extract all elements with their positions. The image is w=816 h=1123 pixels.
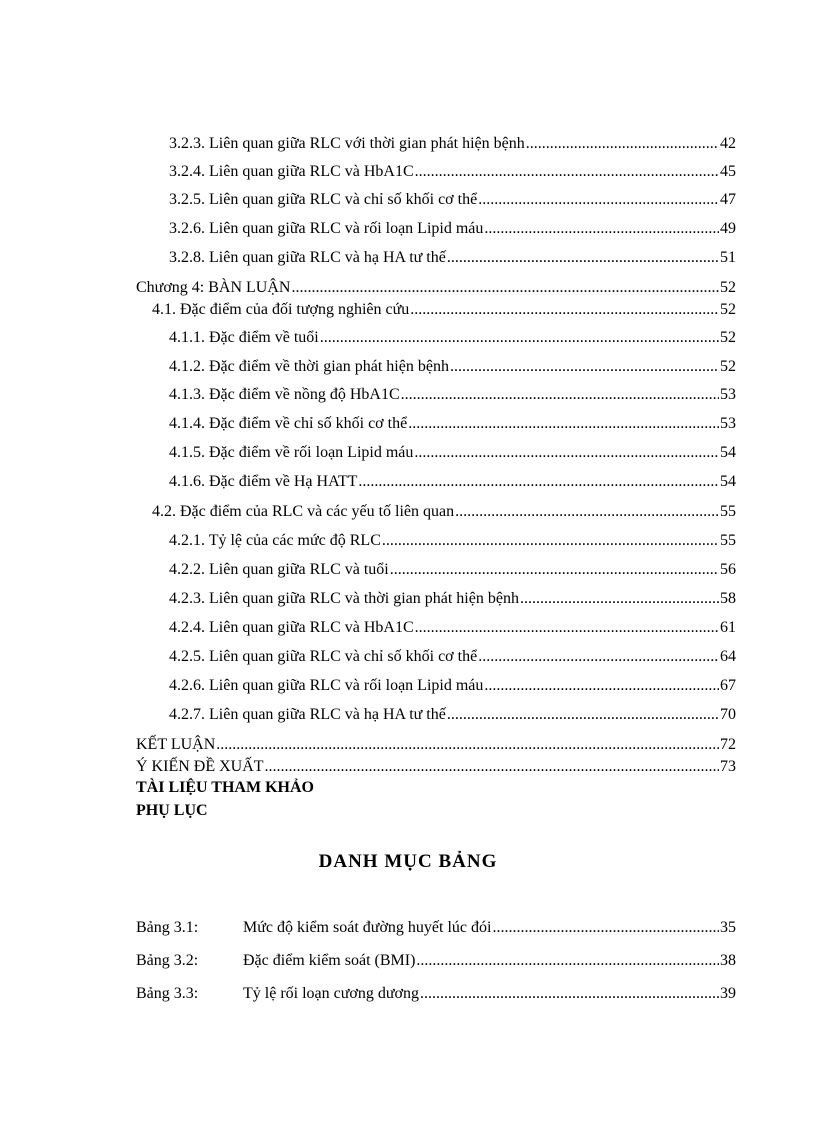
- toc-entry-text: 3.2.3. Liên quan giữa RLC với thời gian phát hiện bệnh: [169, 135, 525, 152]
- toc-entry-text: KẾT LUẬN: [136, 736, 216, 753]
- toc-entry-page: 54: [720, 473, 736, 490]
- toc-entry[interactable]: [169, 385, 736, 407]
- dot-leader: [484, 219, 719, 239]
- tables-list-title: DANH MỤC BẢNG: [318, 851, 498, 872]
- dot-leader: [526, 134, 719, 154]
- toc-entry-page: 58: [720, 590, 736, 607]
- dot-leader: [320, 328, 719, 348]
- dot-leader: [520, 589, 719, 609]
- toc-entry-page: 55: [720, 532, 736, 549]
- dot-leader: [478, 647, 719, 667]
- dot-leader: [478, 190, 719, 210]
- toc-entry-page: 56: [720, 561, 736, 578]
- dot-leader: [414, 443, 719, 463]
- toc-entry-page: 52: [720, 301, 736, 318]
- table-entry-page: 39: [720, 985, 736, 1002]
- toc-entry-text: 4.2. Đặc điểm của RLC và các yếu tố liên quan: [152, 503, 455, 520]
- dot-leader: [415, 618, 719, 638]
- toc-chapter[interactable]: [136, 735, 736, 757]
- toc-section[interactable]: [152, 300, 736, 322]
- toc-entry-text: 4.2.4. Liên quan giữa RLC và HbA1C: [169, 619, 414, 636]
- toc-entry-text: 4.2.2. Liên quan giữa RLC và tuổi: [169, 561, 389, 578]
- toc-entry-text: 4.1.3. Đặc điểm về nồng độ HbA1C: [169, 386, 400, 403]
- toc-entry[interactable]: [169, 134, 736, 156]
- toc-entry-text: 4.1.6. Đặc điểm về Hạ HATT: [169, 473, 358, 490]
- dot-leader: [216, 735, 719, 755]
- toc-entry[interactable]: [169, 328, 736, 350]
- toc-entry[interactable]: [169, 676, 736, 698]
- toc-entry-page: 53: [720, 386, 736, 403]
- toc-section[interactable]: [152, 502, 736, 524]
- toc-entry-page: 61: [720, 619, 736, 636]
- toc-chapter[interactable]: [136, 757, 736, 779]
- appendix-heading[interactable]: PHỤ LỤC: [136, 802, 208, 819]
- dot-leader: [410, 300, 719, 320]
- toc-entry[interactable]: [169, 647, 736, 669]
- toc-chapter[interactable]: [136, 278, 736, 300]
- dot-leader: [484, 676, 719, 696]
- table-entry-page: 38: [720, 952, 736, 969]
- toc-entry[interactable]: [169, 560, 736, 582]
- toc-entry-text: 4.1.5. Đặc điểm về rối loạn Lipid máu: [169, 444, 414, 461]
- dot-leader: [390, 560, 719, 580]
- dot-leader: [420, 984, 719, 1004]
- toc-entry-text: 3.2.4. Liên quan giữa RLC và HbA1C: [169, 163, 414, 180]
- toc-entry-text: 4.2.7. Liên quan giữa RLC và hạ HA tư thế: [169, 706, 446, 723]
- dot-leader: [416, 951, 719, 971]
- toc-entry-page: 70: [720, 706, 736, 723]
- toc-entry-page: 51: [720, 249, 736, 266]
- dot-leader: [358, 472, 719, 492]
- toc-entry[interactable]: [169, 248, 736, 270]
- toc-entry[interactable]: [169, 618, 736, 640]
- table-entry-label: Bảng 3.3:: [136, 985, 199, 1002]
- toc-entry[interactable]: [169, 705, 736, 727]
- references-heading[interactable]: TÀI LIỆU THAM KHẢO: [136, 779, 314, 796]
- toc-entry-page: 64: [720, 648, 736, 665]
- table-entry-text: Tỷ lệ rối loạn cương dương: [243, 985, 420, 1002]
- toc-entry-text: 4.1.2. Đặc điểm về thời gian phát hiện bệnh: [169, 358, 449, 375]
- table-entry-text: Mức độ kiểm soát đường huyết lúc đói: [243, 919, 492, 936]
- toc-entry-text: 4.2.5. Liên quan giữa RLC và chỉ số khối cơ thể: [169, 648, 478, 665]
- toc-entry-text: 4.1.1. Đặc điểm về tuổi: [169, 329, 319, 346]
- toc-entry-page: 42: [720, 135, 736, 152]
- table-entry-page: 35: [720, 919, 736, 936]
- toc-entry-text: 4.2.3. Liên quan giữa RLC và thời gian phát hiện bệnh: [169, 590, 519, 607]
- table-entry-text: Đặc điểm kiểm soát (BMI): [243, 952, 416, 969]
- toc-entry[interactable]: [169, 589, 736, 611]
- dot-leader: [447, 248, 719, 268]
- toc-entry-text: 3.2.8. Liên quan giữa RLC và hạ HA tư thế: [169, 249, 446, 266]
- toc-entry-text: 3.2.6. Liên quan giữa RLC và rối loạn Lipid máu: [169, 220, 484, 237]
- toc-entry-text: Chương 4: BÀN LUẬN: [136, 279, 291, 296]
- dot-leader: [401, 385, 719, 405]
- dot-leader: [415, 162, 719, 182]
- toc-entry-text: 4.1.4. Đặc điểm về chỉ số khối cơ thể: [169, 415, 408, 432]
- toc-entry-text: 4.2.1. Tỷ lệ của các mức độ RLC: [169, 532, 381, 549]
- table-entry[interactable]: [136, 951, 736, 973]
- table-entry[interactable]: [136, 984, 736, 1006]
- table-entry[interactable]: [136, 918, 736, 940]
- toc-entry-page: 45: [720, 163, 736, 180]
- dot-leader: [492, 918, 719, 938]
- toc-entry-page: 49: [720, 220, 736, 237]
- dot-leader: [447, 705, 719, 725]
- toc-entry[interactable]: [169, 357, 736, 379]
- toc-entry[interactable]: [169, 443, 736, 465]
- table-entry-label: Bảng 3.1:: [136, 919, 199, 936]
- toc-entry-page: 53: [720, 415, 736, 432]
- table-entry-label: Bảng 3.2:: [136, 952, 199, 969]
- toc-entry-page: 52: [720, 358, 736, 375]
- toc-entry-page: 72: [720, 736, 736, 753]
- toc-entry[interactable]: [169, 414, 736, 436]
- toc-entry[interactable]: [169, 190, 736, 212]
- toc-entry-page: 52: [720, 329, 736, 346]
- toc-entry[interactable]: [169, 162, 736, 184]
- dot-leader: [265, 757, 719, 777]
- toc-entry[interactable]: [169, 531, 736, 553]
- toc-entry-page: 54: [720, 444, 736, 461]
- toc-entry-text: 4.1. Đặc điểm của đối tượng nghiên cứu: [152, 301, 410, 318]
- dot-leader: [291, 278, 719, 298]
- toc-entry[interactable]: [169, 472, 736, 494]
- toc-entry-page: 73: [720, 758, 736, 775]
- toc-entry-text: 4.2.6. Liên quan giữa RLC và rối loạn Lipid máu: [169, 677, 484, 694]
- toc-entry[interactable]: [169, 219, 736, 241]
- toc-entry-page: 47: [720, 191, 736, 208]
- toc-entry-page: 55: [720, 503, 736, 520]
- dot-leader: [382, 531, 719, 551]
- toc-entry-text: Ý KIẾN ĐỀ XUẤT: [136, 758, 264, 775]
- dot-leader: [408, 414, 719, 434]
- dot-leader: [455, 502, 719, 522]
- toc-entry-page: 52: [720, 279, 736, 296]
- toc-entry-page: 67: [720, 677, 736, 694]
- dot-leader: [450, 357, 719, 377]
- toc-entry-text: 3.2.5. Liên quan giữa RLC và chỉ số khối cơ thể: [169, 191, 478, 208]
